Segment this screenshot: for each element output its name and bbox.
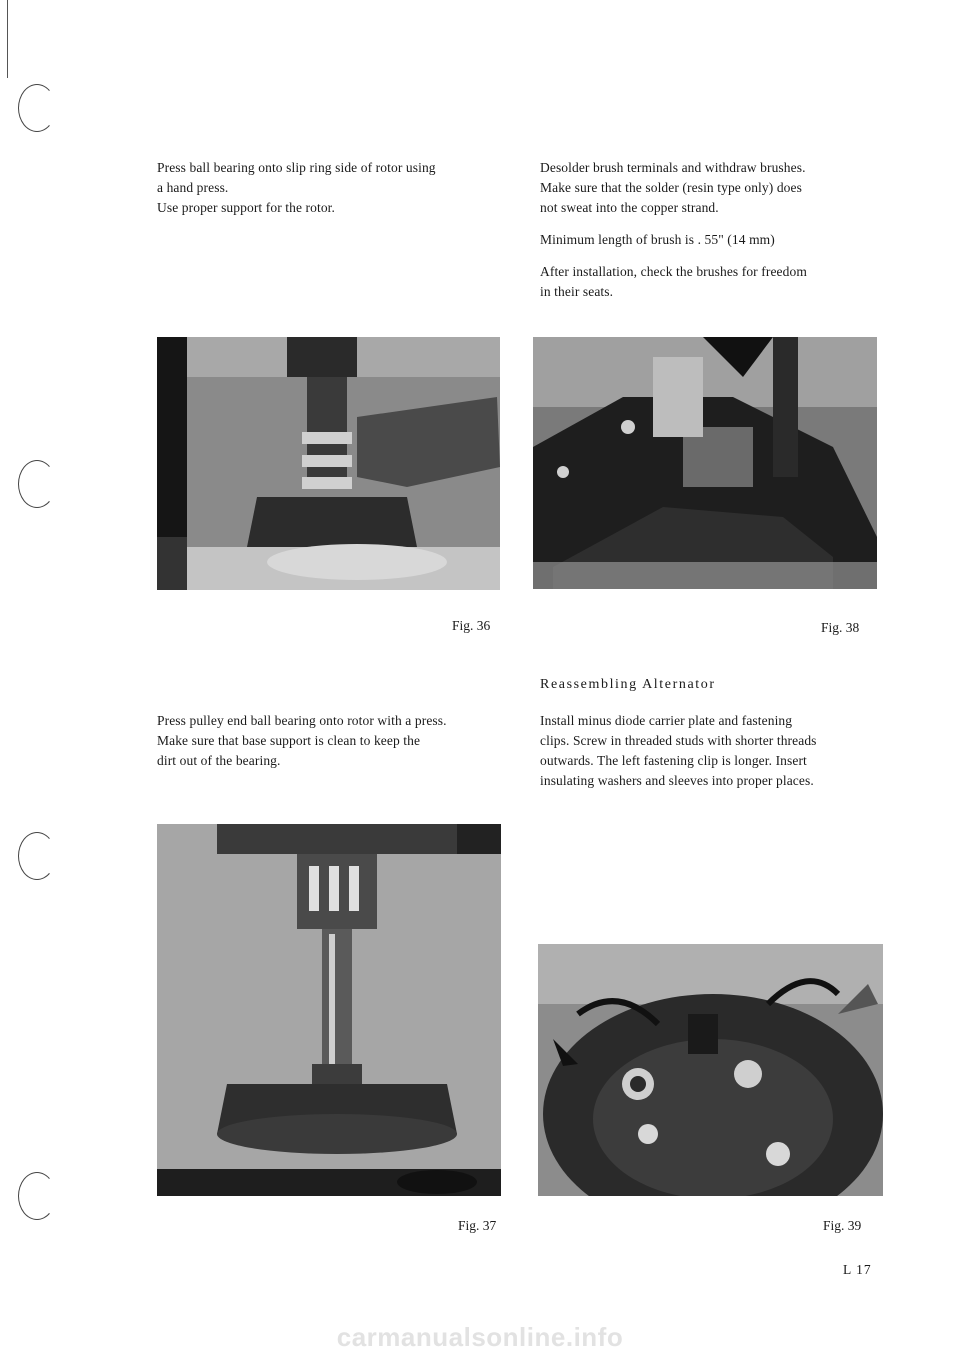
text-line: After installation, check the brushes for freedom <box>540 264 807 279</box>
text-line: in their seats. <box>540 284 614 299</box>
binder-hole-4 <box>18 1172 56 1220</box>
instruction-press-slip-ring-bearing <box>157 158 436 230</box>
text-line: dirt out of the bearing. <box>157 753 281 768</box>
text-line: Press ball bearing onto slip ring side of rotor using <box>157 160 436 175</box>
text-line: not sweat into the copper strand. <box>540 200 719 215</box>
binder-hole-2 <box>18 460 56 508</box>
watermark: carmanualsonline.info <box>336 1322 624 1352</box>
photo-fig-38-brush-holder <box>533 337 877 589</box>
binder-hole-1 <box>18 84 56 132</box>
text-line: Make sure that base support is clean to keep the <box>157 733 421 748</box>
text-line: a hand press. <box>157 180 229 195</box>
text-line: outwards. The left fastening clip is longer. Insert <box>540 753 807 768</box>
text-line: Desolder brush terminals and withdraw brushes. <box>540 160 806 175</box>
fig-38-caption: Fig. 38 <box>821 620 860 635</box>
text-line: Press pulley end ball bearing onto rotor with a press. <box>157 713 447 728</box>
instruction-install-diode-carrier <box>540 711 817 803</box>
brush-minimum-length: Minimum length of brush is . 55" (14 mm) <box>540 232 775 247</box>
text-line: Use proper support for the rotor. <box>157 200 336 215</box>
text-line: Make sure that the solder (resin type only) does <box>540 180 802 195</box>
page-number: L 17 <box>843 1262 872 1277</box>
fig-36-caption: Fig. 36 <box>452 618 491 633</box>
photo-fig-39-diode-carrier-plate <box>538 944 883 1196</box>
text-line: clips. Screw in threaded studs with shorter threads <box>540 733 817 748</box>
text-line: Install minus diode carrier plate and fastening <box>540 713 793 728</box>
fig-39-caption: Fig. 39 <box>823 1218 862 1233</box>
photo-fig-37-press-pulley-end <box>157 824 501 1196</box>
fig-37-caption: Fig. 37 <box>458 1218 497 1233</box>
binder-hole-3 <box>18 832 56 880</box>
section-heading-reassembling-alternator: Reassembling Alternator <box>540 677 716 692</box>
photo-fig-36-hand-press <box>157 337 500 590</box>
page-edge-line <box>7 0 8 78</box>
instruction-press-pulley-bearing <box>157 711 447 783</box>
instruction-desolder-brushes <box>540 158 807 314</box>
text-line: insulating washers and sleeves into proper places. <box>540 773 814 788</box>
